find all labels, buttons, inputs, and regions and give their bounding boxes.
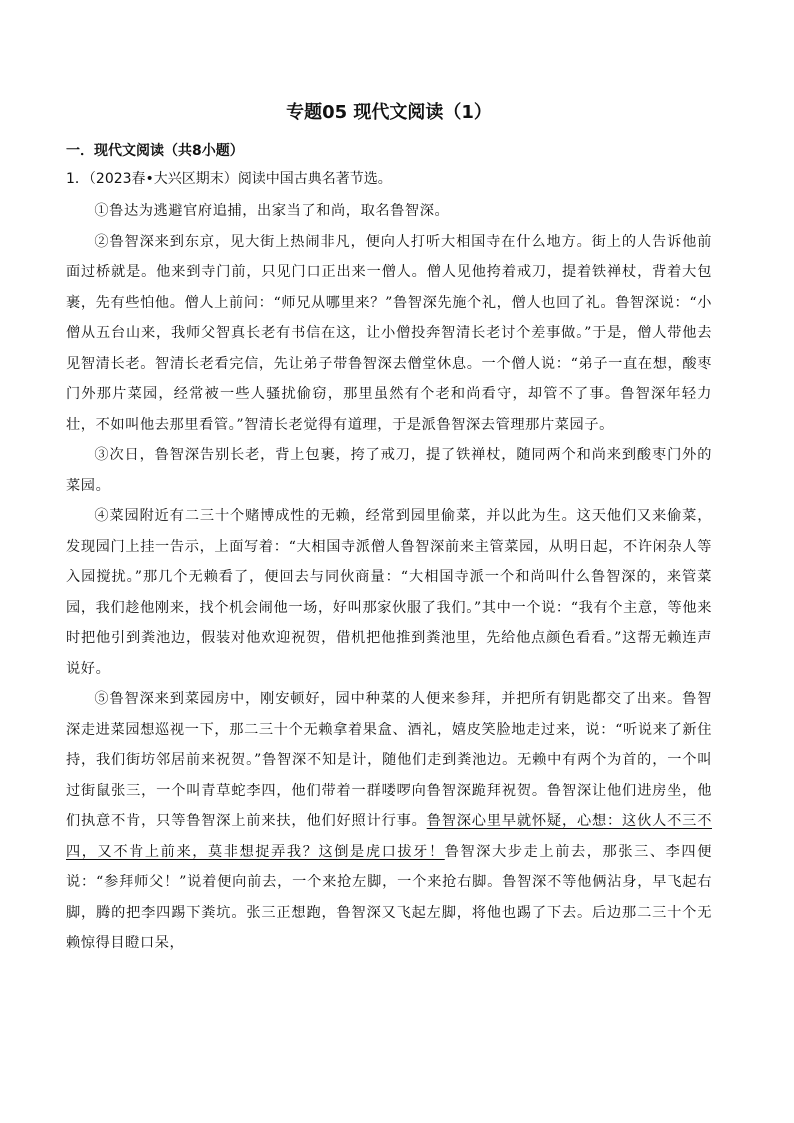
page-title: 专题05 现代文阅读（1） [286, 102, 492, 123]
passage-paragraph-4: ④菜园附近有二三十个赌博成性的无赖，经常到园里偷菜，并以此为生。这天他们又来偷菜，发现园门上挂一告示，上面写着：“大相国寺派僧人鲁智深前来主管菜园，从明日起，不许闲杂人等入园搅扰。”那几个无赖看了，便回去与同伙商量：“大相国寺派一个和尚叫什么鲁智深的，来管菜园，我们趁他刚来，找个机会闹他一场，好叫那家伙服了我们。”其中一个说：“我有个主意，等他来时把他引到粪池边，假装对他欢迎祝贺，借机把他推到粪池里，先给他点颜色看看。”这帮无赖连声说好。 [66, 508, 712, 677]
passage-paragraph-5 [66, 684, 712, 959]
passage-paragraph-3: ③次日，鲁智深告别长老，背上包裹，挎了戒刀，提了铁禅杖，随同两个和尚来到酸枣门外的菜园。 [66, 447, 712, 494]
paragraph-5-text-after: 鲁智深大步走上前去，那张三、李四便说：“参拜师父！”说着便向前去，一个来抢左脚，一个来抢右脚。鲁智深不等他俩沾身，早飞起右脚，腾的把李四踢下粪坑。张三正想跑，鲁智深又飞起左脚，将他也踢了下去。后边那二三十个无赖惊得目瞪口呆， [66, 843, 713, 951]
passage-paragraph-2: ②鲁智深来到东京，见大街上热闹非凡，便向人打听大相国寺在什么地方。街上的人告诉他前面过桥就是。他来到寺门前，只见门口正出来一僧人。僧人见他挎着戒刀，提着铁禅杖，背着大包裹，先有些怕他。僧人上前问：“师兄从哪里来？”鲁智深先施个礼，僧人也回了礼。鲁智深说：“小僧从五台山来，我师父智真长老有书信在这，让小僧投奔智清长老讨个差事做。”于是，僧人带他去见智清长老。智清长老看完信，先让弟子带鲁智深去僧堂休息。一个僧人说：“弟子一直在想，酸枣门外那片菜园，经常被一些人骚扰偷窃，那里虽然有个老和尚看守，却管不了事。鲁智深年轻力壮，不如叫他去那里看管。”智清长老觉得有道理，于是派鲁智深去管理那片菜园子。 [66, 233, 712, 433]
question-header [66, 168, 712, 190]
question-prompt: 阅读中国古典名著节选。 [237, 171, 392, 187]
question-source: （2023春•大兴区期末） [88, 171, 238, 187]
question-number: 1． [66, 171, 89, 187]
paragraph-5-text-before: ⑤鲁智深来到菜园房中，刚安顿好，园中种菜的人便来参拜，并把所有钥匙都交了出来。鲁智深走进菜园想巡视一下，那二三十个无赖拿着果盒、酒礼，嬉皮笑脸地走过来，说：“听说来了新住持，我们街坊邻居前来祝贺。”鲁智深不知是计，随他们走到粪池边。无赖中有两个为首的，一个叫过街鼠张三，一个叫青草蛇李四，他们带着一群喽啰向鲁智深跪拜祝贺。鲁智深让他们进房坐，他们执意不肯，只等鲁智深上前来扶，他们好照计行事。 [66, 691, 712, 829]
passage-paragraph-1: ①鲁达为逃避官府追捕，出家当了和尚，取名鲁智深。 [94, 203, 450, 219]
section-heading: 一．现代文阅读（共8小题） [66, 143, 244, 159]
underlined-sentence: 鲁智深心里早就怀疑，心想：这伙人不三不四，又不肯上前来，莫非想捉弄我？这倒是虎口拔牙！ [66, 813, 712, 860]
